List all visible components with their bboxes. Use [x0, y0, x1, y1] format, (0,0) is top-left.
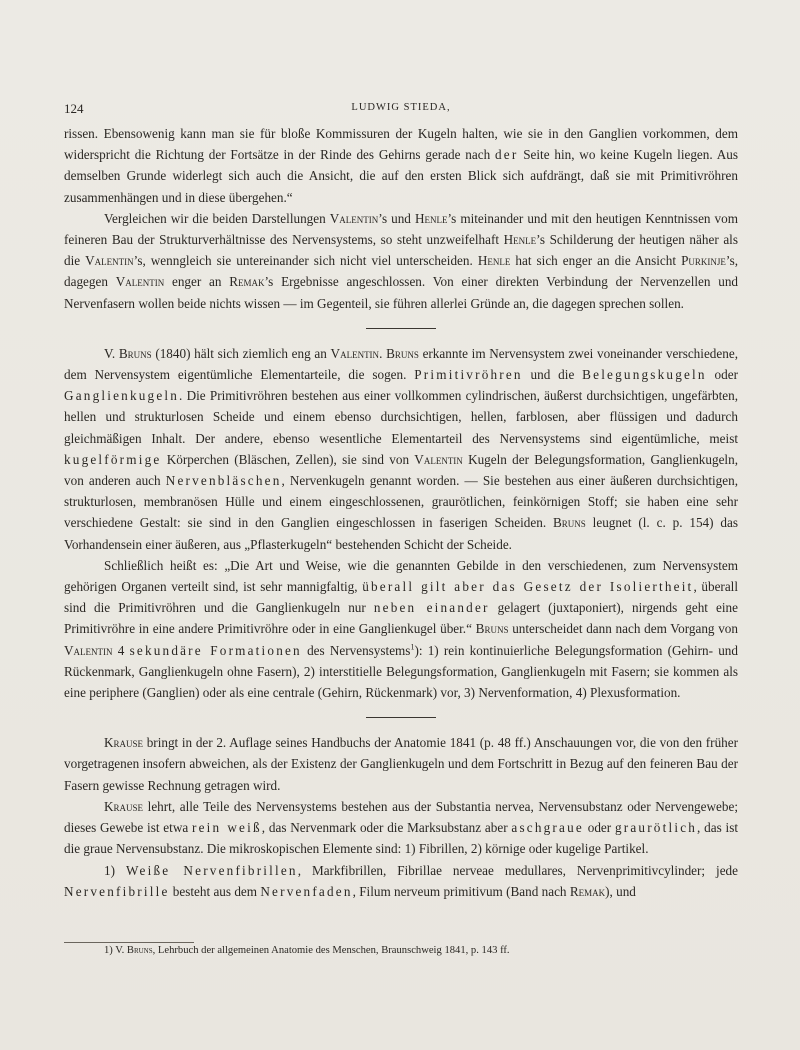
author-name: Bruns — [475, 621, 509, 637]
spaced-term: Ganglienkugeln — [64, 388, 180, 404]
author-name: Bruns — [553, 515, 586, 531]
footnote: 1) V. Bruns, Lehrbuch der allgemeinen Anatomie des Menschen, Braunschweig 1841, p. 143 ff. — [104, 945, 510, 956]
body-text — [64, 123, 738, 902]
spaced-term: rein weiß — [192, 820, 262, 836]
page-header — [64, 101, 738, 119]
spaced-term: Nervenfibrille — [64, 883, 170, 899]
paragraph-2: Vergleichen wir die beiden Darstellungen Valentin’s und Henle’s miteinander und mit den heutigen Kenntnissen vom feineren Bau der Strukturverhältnisse des Nervensystems, so steht unzweifelhaft Henle’s Schilderung der heutigen näher als die Valentin’s, wenngleich sie untereinander sich nicht viel unterscheiden. Henle hat sich enger an die Ansicht Purkinje’s, dagegen Valentin enger an Remak’s Ergebnisse angeschlossen. Von einer direkten Verbindung der Nervenzellen und Nervenfasern wollen beide nichts wissen — im Gegenteil, sie führen allerlei Gründe an, die dagegen sprechen sollen. — [64, 210, 739, 311]
spaced-term: neben einander — [373, 600, 490, 616]
author-name: Krause — [104, 798, 144, 814]
paragraph-3: V. Bruns (1840) hält sich ziemlich eng an Valentin. Bruns erkannte im Nervensystem zwei voneinander verschiedene, dem Nervensystem eigentümliche Elementarteile, die sogen. Primitivröhren und die Belegungskugeln oder Ganglienkugeln. Die Primitivröhren bestehen aus einer vollkommen cylindrischen, äußerst durchsichtigen, ungefärbten, hellen und strukturlosen Scheide und einem ebenso durchsichtigen, hellen, farblosen, aber flüssigen und dadurch gleichmäßigen Inhalt. Der andere, ebenso wesentliche Elementarteil des Nervensystems sind eigentümliche, meist kugelförmige Körperchen (Bläschen, Zellen), sie sind von Valentin Kugeln der Belegungsformation, Ganglienkugeln, von anderen auch Nervenbläschen, Nervenkugeln genannt worden. — Sie bestehen aus einer äußeren durchsichtigen, strukturlosen, membranösen Hülle und einem eingeschlossenen, graurötlichen, feinkörnigen Stoff; sie haben eine sehr verschiedene Gestalt: sie sind in den Ganglien eingeschlossen in faserigen Scheiden. Bruns leugnet (l. c. p. 154) das Vorhandensein einer äußeren, aus „Pflasterkugeln“ bestehenden Schicht der Scheide. — [64, 345, 738, 552]
spaced-term: graurötlich — [614, 820, 698, 836]
author-name: Bruns — [386, 345, 419, 361]
spaced-term: Belegungskugeln — [582, 367, 707, 383]
spaced-term: Nervenbläschen — [165, 473, 282, 489]
author-name: Valentin — [329, 210, 379, 226]
spaced-term: kugelförmige — [64, 451, 162, 467]
footnote-divider — [64, 942, 194, 943]
footnote-reference: 1 — [410, 642, 415, 652]
paragraph-5: Krause bringt in der 2. Auflage seines Handbuchs der Anatomie 1841 (p. 48 ff.) Anschauungen vor, die von den früher vorgetragenen insofern abweichen, als der Existenz der Ganglienkugeln und dem Fortschritt in Bezug auf den feineren Bau der Fasern gewisse Rechnung getragen wird. — [64, 735, 738, 793]
author-name: Valentin — [115, 274, 165, 290]
author-name: Remak — [569, 883, 606, 899]
spaced-term: Nervenfaden — [260, 883, 353, 899]
spaced-term: Weiße Nervenfibrillen — [125, 862, 298, 878]
author-name: Krause — [104, 735, 144, 751]
author-name: Valentin — [330, 345, 380, 361]
spaced-term: überall gilt aber das Gesetz der Isoliertheit — [362, 579, 694, 595]
author-name: Valentin — [85, 253, 134, 269]
paragraph-6: Krause lehrt, alle Teile des Nervensystems bestehen aus der Substantia nervea, Nervensubstanz oder Nervengewebe; dieses Gewebe ist etwa rein weiß, das Nervenmark oder die Marksubstanz aber aschgraue oder graurötlich, das ist die graue Nervensubstanz. Die mikroskopischen Elemente sind: 1) Fibrillen, 2) körnige oder kugelige Partikel. — [64, 798, 738, 857]
section-divider — [366, 328, 436, 329]
paragraph-7: 1) Weiße Nervenfibrillen, Markfibrillen, Fibrillae nerveae medullares, Nervenprimitivcylinder; jede Nervenfibrille besteht aus dem Nervenfaden, Filum nerveum primitivum (Band nach Remak), und — [64, 862, 738, 899]
author-name: Henle — [503, 232, 537, 248]
author-name: Henle — [414, 210, 448, 226]
author-name: Remak — [229, 274, 265, 290]
paragraph-1: rissen. Ebensowenig kann man sie für bloße Kommissuren der Kugeln halten, wie sie in den Ganglien vorkommen, dem widerspricht die Richtung der Fortsätze in der Rinde des Gehirns gerade nach der Seite hin, wo keine Kugeln liegen. Aus demselben Grunde widerlegt sich auch die Ansicht, die auf den ersten Blick sich aufdrängt, daß sie mit Primitivröhren zusammenhängen und in diese übergehen.“ — [64, 126, 738, 205]
page-number: 124 — [64, 101, 84, 116]
author-name: Purkinje — [681, 253, 726, 269]
spaced-term: aschgraue — [511, 820, 584, 836]
author-name: Bruns — [126, 945, 153, 956]
paragraph-4: Schließlich heißt es: „Die Art und Weise, wie die genannten Gebilde in den verschiedenen, zum Nervensystem gehörigen Organen verteilt sind, ist sehr mannigfaltig, überall gilt aber das Gesetz der Isoliertheit, überall sind die Primitivröhren und die Ganglienkugeln nur neben einander gelagert (juxtaponiert), nirgends geht eine Primitivröhre in eine andere Primitivröhre oder in eine Ganglienkugel über.“ Bruns unterscheidet dann nach dem Vorgang von Valentin 4 sekundäre Formationen des Nervensystems$^1$): 1) rein kontinuierliche Belegungsformation (Gehirn- und Rückenmark, Ganglienkugeln ohne Fasern), 2) interstitielle Belegungsformation, Ganglienkugeln mit Fasern; sie kommen als eine periphere (Ganglien) oder als eine centrale (Gehirn, Rückenmark) vor, 3) Nervenformation, 4) Plexusformation. — [64, 557, 738, 701]
author-name: Henle — [477, 253, 511, 269]
spaced-term: sekundäre Formationen — [129, 642, 302, 658]
author-name: Bruns — [118, 345, 152, 361]
section-divider — [366, 717, 436, 718]
author-name: Valentin — [414, 451, 463, 467]
spaced-term: Primitivröhren — [414, 367, 523, 383]
running-title: LUDWIG STIEDA, — [351, 102, 451, 113]
author-name: Valentin — [64, 642, 113, 658]
